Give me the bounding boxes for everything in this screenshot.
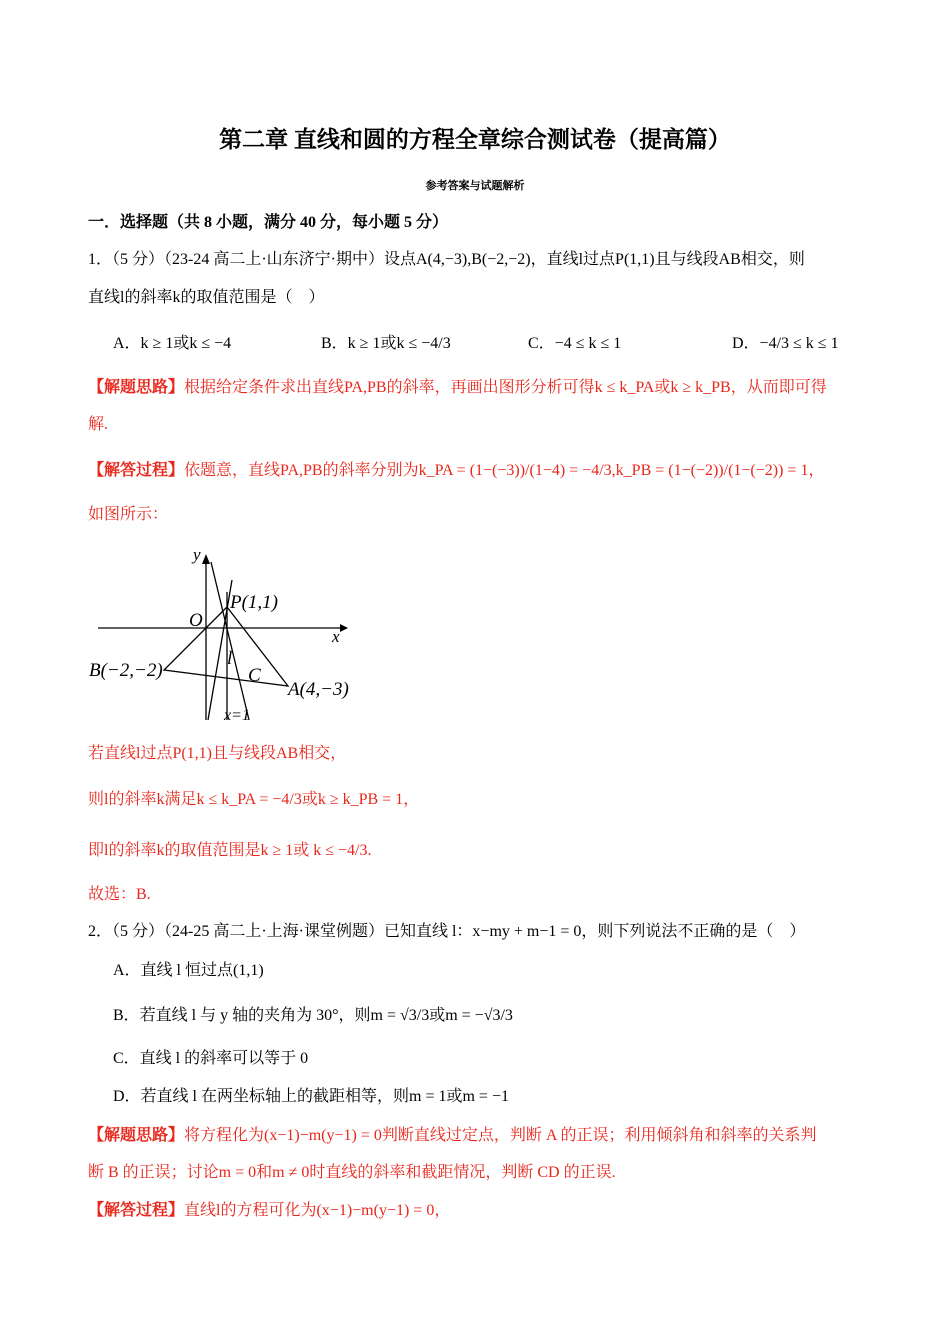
q2-option-d: D．若直线 l 在两坐标轴上的截距相等，则m = 1或m = −1 [113, 1088, 509, 1105]
label-x-eq: x=1 [224, 707, 250, 724]
label-origin: O [189, 610, 203, 631]
q1-option-c: C．−4 ≤ k ≤ 1 [528, 335, 622, 352]
label-b: B(−2,−2) [89, 660, 163, 681]
q1-answer: 故选：B. [88, 886, 151, 903]
q1-idea-text: 根据给定条件求出直线PA,PB的斜率，再画出图形分析可得k ≤ k_PA或k ≥ k_PB，从而即可得 [184, 379, 827, 396]
q2-option-c: C．直线 l 的斜率可以等于 0 [113, 1050, 309, 1067]
q1-option-a: A．k ≥ 1或k ≤ −4 [113, 335, 232, 352]
q2-idea-text: 将方程化为(x−1)−m(y−1) = 0判断直线过定点，判断 A 的正误；利用倾斜角和斜率的关系判 [184, 1127, 817, 1144]
q1-figure-caption: 如图所示： [88, 506, 169, 523]
q1-conclusion3: 即l的斜率k的取值范围是k ≥ 1或 k ≤ −4/3. [88, 842, 372, 859]
q1-idea-line2: 解. [88, 416, 109, 433]
q1-process-text: 依题意，直线PA,PB的斜率分别为k_PA = (1−(−3))/(1−4) = −4/3,k_PB = (1−(−2))/(1−(−2)) = 1， [184, 462, 825, 479]
q1-option-b: B．k ≥ 1或k ≤ −4/3 [321, 335, 451, 352]
q2-option-b: B．若直线 l 与 y 轴的夹角为 30°，则m = √3/3或m = −√3/3 [113, 1007, 513, 1024]
q1-idea-line1 [88, 377, 827, 399]
page-title: 第二章 直线和圆的方程全章综合测试卷（提高篇） [219, 127, 731, 152]
q1-conclusion1: 若直线l过点P(1,1)且与线段AB相交， [88, 745, 347, 762]
label-p: P(1,1) [230, 592, 279, 613]
q1-process-label: 【解答过程】 [88, 462, 185, 479]
q1-stem-line2: 直线l的斜率k的取值范围是（ ） [88, 289, 325, 306]
q2-stem: 2．（5 分）（24-25 高二上·上海·课堂例题）已知直线 l：x−my + m−1 = 0，则下列说法不正确的是（ ） [88, 923, 806, 940]
q2-idea-label: 【解题思路】 [88, 1127, 185, 1144]
y-axis-arrow [202, 554, 210, 564]
q1-option-d: D．−4/3 ≤ k ≤ 1 [732, 335, 839, 352]
q1-conclusion2: 则l的斜率k满足k ≤ k_PA = −4/3或k ≥ k_PB = 1， [88, 791, 420, 808]
label-l: l [227, 648, 233, 669]
page-subtitle: 参考答案与试题解析 [425, 180, 525, 192]
x-axis-arrow [340, 624, 348, 632]
q1-stem-line1: 1．（5 分）（23-24 高二上·山东济宁·期中）设点A(4,−3),B(−2,−2)，直线l过点P(1,1)且与线段AB相交，则 [88, 251, 805, 268]
label-c: C [248, 665, 261, 686]
triangle-pab [164, 607, 288, 686]
q2-idea-line1 [88, 1125, 817, 1147]
q2-idea-line2: 断 B 的正误；讨论m = 0和m ≠ 0时直线的斜率和截距情况，判断 CD 的正误. [88, 1164, 616, 1181]
label-y: y [193, 545, 201, 564]
q2-process-text: 直线l的方程可化为(x−1)−m(y−1) = 0， [184, 1202, 451, 1219]
q1-idea-label: 【解题思路】 [88, 379, 185, 396]
section-heading: 一．选择题（共 8 小题，满分 40 分，每小题 5 分） [88, 214, 449, 231]
q2-process-label: 【解答过程】 [88, 1202, 185, 1219]
label-x: x [332, 627, 340, 646]
label-a: A(4,−3) [288, 679, 349, 700]
q1-diagram [84, 540, 384, 730]
q2-option-a: A．直线 l 恒过点(1,1) [113, 962, 264, 979]
line-pa-extended [211, 562, 249, 720]
q2-process-line1 [88, 1200, 450, 1222]
q1-process-line1 [88, 460, 824, 482]
